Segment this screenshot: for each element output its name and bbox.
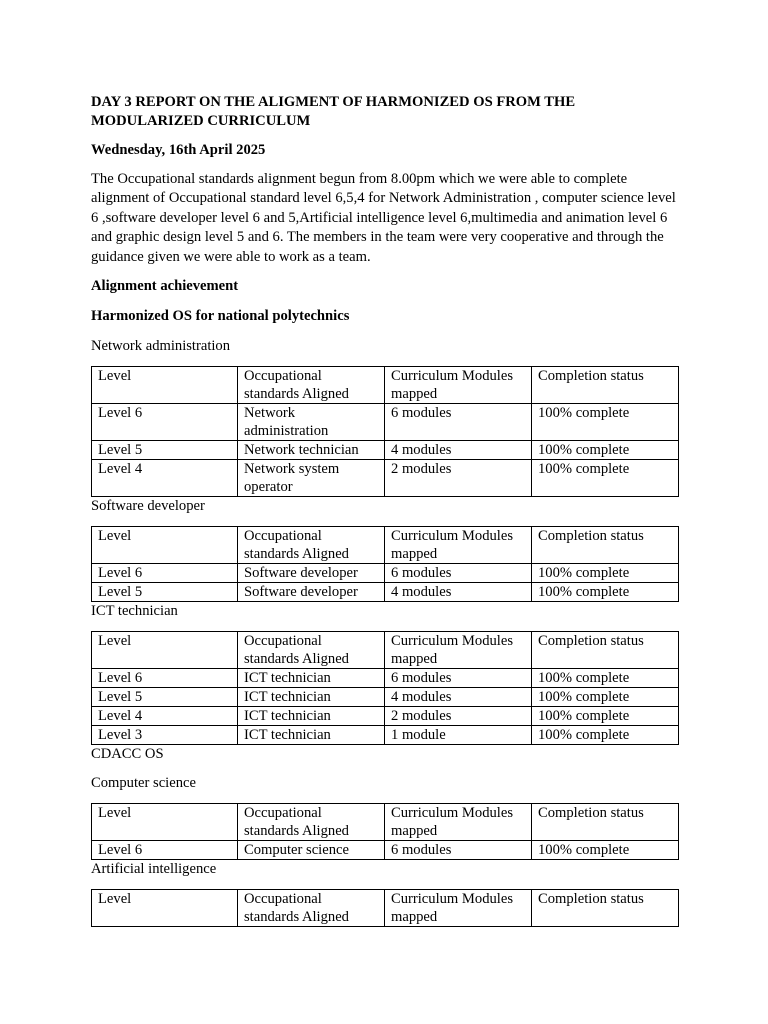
table-cell: Computer science: [238, 841, 385, 860]
table-row: [92, 460, 679, 497]
table-cell: Level 6: [92, 564, 238, 583]
header-cell: Completion status: [532, 527, 679, 564]
table-row: [92, 669, 679, 688]
table-cell: 100% complete: [532, 404, 679, 441]
table-cell: 100% complete: [532, 564, 679, 583]
document-body: [91, 93, 679, 927]
table-artificial-intelligence: [91, 889, 679, 927]
table-cell: 100% complete: [532, 583, 679, 602]
table-ict-technician: [91, 631, 679, 745]
table-cell: Level 3: [92, 726, 238, 745]
table-row: [92, 564, 679, 583]
section-software-developer: [91, 497, 679, 602]
table-cell: 2 modules: [385, 460, 532, 497]
table-row: [92, 841, 679, 860]
table-header-row: [92, 890, 679, 927]
header-cell: Completion status: [532, 890, 679, 927]
section-ict-technician: [91, 602, 679, 745]
table-cell: 100% complete: [532, 460, 679, 497]
header-cell: Completion status: [532, 632, 679, 669]
header-cell: Occupational standards Aligned: [238, 890, 385, 927]
intro-paragraph: The Occupational standards alignment begun from 8.00pm which we were able to complete alignment of Occupational standard level 6,5,4 for Network Administration , computer science level 6 ,software developer level 6 and 5,Artificial intelligence level 6,multimedia and animation level 6 and graphic design level 5 and 6. The members in the team were very cooperative and through the guidance given we were able to work as a team.: [91, 171, 676, 265]
table-row: [92, 583, 679, 602]
header-cell: Curriculum Modules mapped: [385, 804, 532, 841]
table-header-row: [92, 632, 679, 669]
table-cell: 100% complete: [532, 688, 679, 707]
table-cell: 2 modules: [385, 707, 532, 726]
table-cell: 6 modules: [385, 564, 532, 583]
table-network-administration: [91, 366, 679, 497]
header-cell: Curriculum Modules mapped: [385, 367, 532, 404]
table-cell: ICT technician: [238, 726, 385, 745]
table-header-row: [92, 367, 679, 404]
section-label-ict-technician: ICT technician: [91, 603, 178, 620]
header-cell: Level: [92, 632, 238, 669]
table-cell: Level 5: [92, 441, 238, 460]
table-cell: ICT technician: [238, 669, 385, 688]
cdacc-sections: [91, 774, 679, 927]
table-cell: 4 modules: [385, 441, 532, 460]
section-computer-science: [91, 774, 679, 860]
harmonized-sections: [91, 337, 679, 745]
table-cell: 6 modules: [385, 669, 532, 688]
table-cell: 100% complete: [532, 669, 679, 688]
report-date: Wednesday, 16th April 2025: [91, 142, 266, 158]
header-cell: Occupational standards Aligned: [238, 527, 385, 564]
table-software-developer: [91, 526, 679, 602]
table-cell: Level 6: [92, 841, 238, 860]
table-cell: Level 6: [92, 669, 238, 688]
header-cell: Level: [92, 804, 238, 841]
table-cell: Level 4: [92, 460, 238, 497]
header-cell: Occupational standards Aligned: [238, 367, 385, 404]
table-cell: 100% complete: [532, 707, 679, 726]
table-cell: ICT technician: [238, 707, 385, 726]
table-cell: Level 4: [92, 707, 238, 726]
report-title: DAY 3 REPORT ON THE ALIGMENT OF HARMONIZED OS FROM THE MODULARIZED CURRICULUM: [91, 94, 576, 129]
table-row: [92, 688, 679, 707]
table-cell: Level 5: [92, 688, 238, 707]
header-cell: Completion status: [532, 367, 679, 404]
table-computer-science: [91, 803, 679, 860]
table-cell: Network technician: [238, 441, 385, 460]
table-cell: 6 modules: [385, 404, 532, 441]
header-cell: Curriculum Modules mapped: [385, 527, 532, 564]
section-artificial-intelligence: [91, 860, 679, 927]
section-label-software-developer: Software developer: [91, 498, 205, 515]
table-cell: Network system operator: [238, 460, 385, 497]
table-cell: 100% complete: [532, 841, 679, 860]
header-cell: Occupational standards Aligned: [238, 632, 385, 669]
table-cell: 1 module: [385, 726, 532, 745]
table-cell: 6 modules: [385, 841, 532, 860]
header-cell: Level: [92, 527, 238, 564]
section-label-computer-science: Computer science: [91, 775, 196, 792]
table-cell: Level 5: [92, 583, 238, 602]
table-cell: ICT technician: [238, 688, 385, 707]
table-cell: Software developer: [238, 583, 385, 602]
table-cell: Software developer: [238, 564, 385, 583]
table-row: [92, 441, 679, 460]
section-label-network-administration: Network administration: [91, 338, 231, 355]
table-cell: 4 modules: [385, 583, 532, 602]
header-cell: Level: [92, 367, 238, 404]
section-network-administration: [91, 337, 679, 497]
table-cell: Network administration: [238, 404, 385, 441]
header-cell: Level: [92, 890, 238, 927]
header-cell: Curriculum Modules mapped: [385, 890, 532, 927]
table-cell: Level 6: [92, 404, 238, 441]
table-row: [92, 404, 679, 441]
table-row: [92, 707, 679, 726]
table-header-row: [92, 527, 679, 564]
cdacc-os-label: CDACC OS: [91, 746, 164, 763]
header-cell: Occupational standards Aligned: [238, 804, 385, 841]
table-cell: 4 modules: [385, 688, 532, 707]
table-cell: 100% complete: [532, 726, 679, 745]
header-cell: Curriculum Modules mapped: [385, 632, 532, 669]
heading-alignment-achievement: Alignment achievement: [91, 278, 239, 295]
table-cell: 100% complete: [532, 441, 679, 460]
heading-harmonized-os: Harmonized OS for national polytechnics: [91, 308, 350, 325]
table-header-row: [92, 804, 679, 841]
table-row: [92, 726, 679, 745]
section-label-artificial-intelligence: Artificial intelligence: [91, 861, 217, 878]
header-cell: Completion status: [532, 804, 679, 841]
